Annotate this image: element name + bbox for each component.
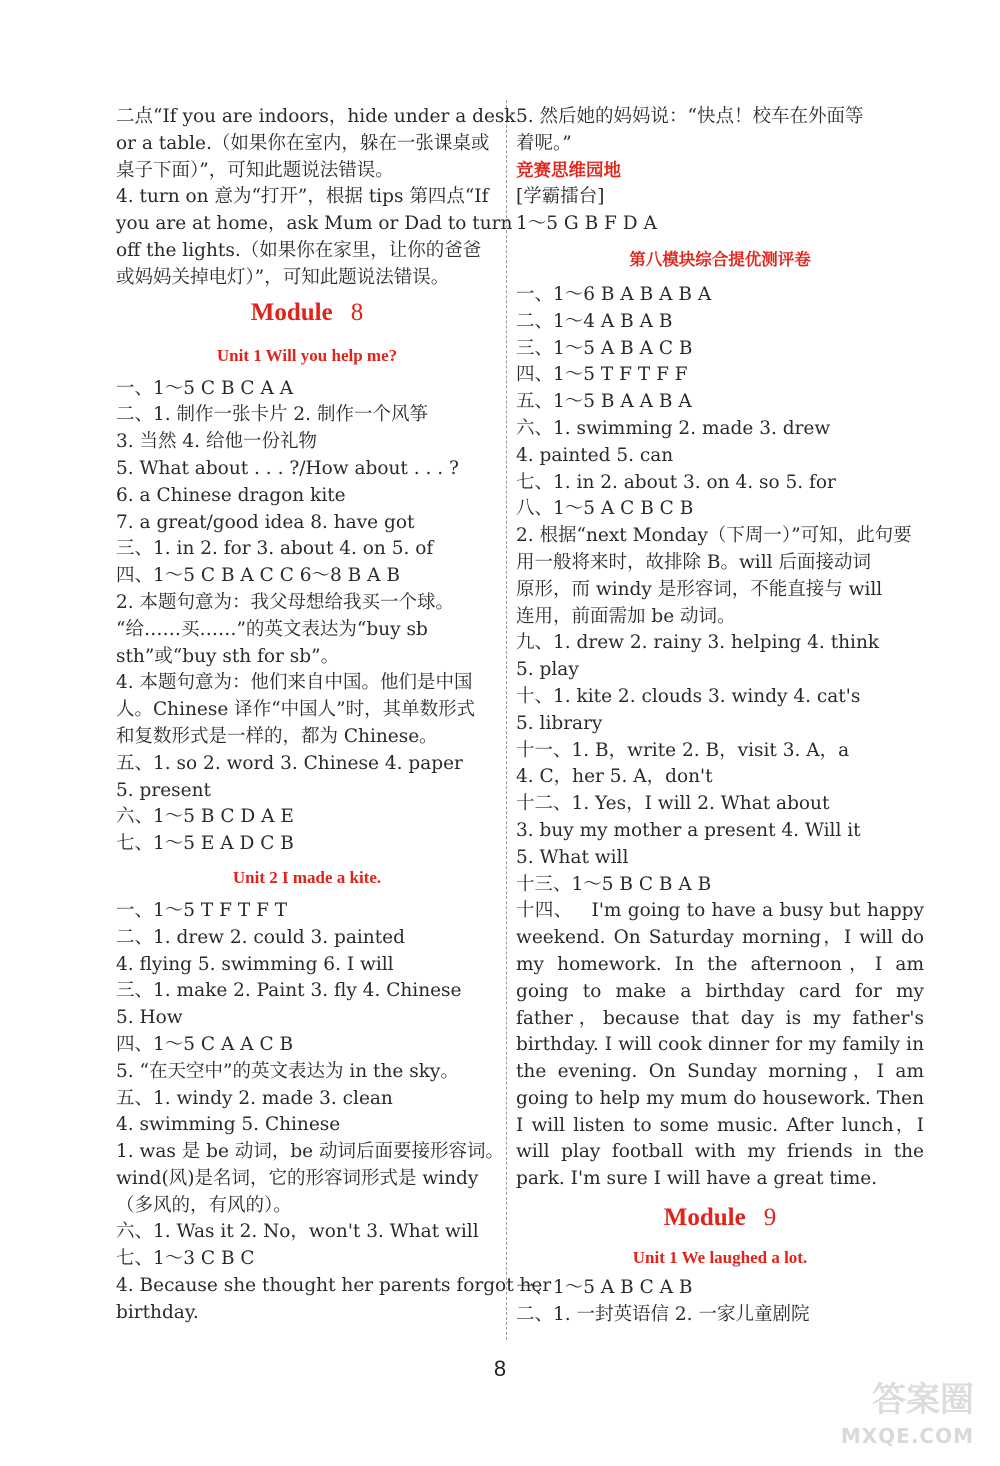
- unit1-answer-line: 和复数形式是一样的，都为 Chinese。: [116, 725, 438, 747]
- unit2-answer-line: 四、1～5 C A A C B: [116, 1033, 294, 1055]
- test-answer-line: 九、1. drew 2. rainy 3. helping 4. think: [516, 632, 880, 654]
- intro-line: 桌子下面）”，可知此题说法错误。: [116, 159, 394, 181]
- module9-answer-line: 二、1. 一封英语信 2. 一家儿童剧院: [516, 1303, 810, 1325]
- unit2-answer-line: 4. swimming 5. Chinese: [116, 1114, 341, 1136]
- module9-unit1-title: Unit 1 We laughed a lot.: [632, 1248, 808, 1268]
- test-answer-line: 四、1～5 T F T F F: [516, 364, 688, 386]
- unit1-answer-line: 5. What about . . . ?/How about . . . ?: [116, 457, 459, 479]
- test-answer-line: 七、1. in 2. about 3. on 4. so 5. for: [516, 471, 836, 493]
- page-number: 8: [493, 1356, 507, 1381]
- module-8-heading: [116, 294, 498, 332]
- unit2-answer-line: 二、1. drew 2. could 3. painted: [116, 926, 405, 948]
- intro-line: 4. turn on 意为“打开”，根据 tips 第四点“If: [116, 186, 489, 208]
- test-answer-line: 十一、1. B，write 2. B，visit 3. A，a: [516, 739, 850, 761]
- unit2-answer-line: wind(风)是名词，它的形容词形式是 windy: [116, 1167, 479, 1189]
- test-answer-line: 2. 根据“next Monday（下周一）”可知，此句要: [516, 525, 912, 547]
- test-answer-line: 十二、1. Yes，I will 2. What about: [516, 793, 830, 815]
- unit1-answer-line: 二、1. 制作一张卡片 2. 制作一个风筝: [116, 404, 428, 426]
- module9-answers: [516, 1275, 924, 1329]
- test-answer-line: 十、1. kite 2. clouds 3. windy 4. cat's: [516, 685, 861, 707]
- test-answer-line: 5. What will: [516, 846, 629, 868]
- module-8-word: Module: [250, 298, 333, 326]
- unit1-answer-line: 三、1. in 2. for 3. about 4. on 5. of: [116, 538, 434, 560]
- unit2-answer-line: 一、1～5 T F T F T: [116, 899, 288, 921]
- right-top-block: [516, 104, 924, 158]
- unit2-answer-line: 5. How: [116, 1007, 183, 1029]
- unit1-title: Unit 1 Will you help me?: [216, 345, 398, 365]
- right-column: [516, 104, 924, 1329]
- contest-answer: 1～5 G B F D A: [516, 213, 657, 235]
- essay-paragraph: [516, 898, 924, 1193]
- module-9-heading: [516, 1199, 924, 1237]
- test-answer-line: 4. painted 5. can: [516, 444, 674, 466]
- module-9-number: 9: [763, 1204, 777, 1232]
- right-top-line: 5. 然后她的妈妈说：“快点！校车在外面等: [516, 106, 864, 127]
- unit2-answer-line: 4. Because she thought her parents forgot her: [116, 1275, 552, 1297]
- intro-line: you are at home，ask Mum or Dad to turn: [116, 213, 513, 235]
- unit1-answer-line: 7. a great/good idea 8. have got: [116, 511, 415, 533]
- right-top-line: 着呢。”: [516, 132, 572, 154]
- essay-label: 十四、: [516, 900, 573, 922]
- test-answer-line: 3. buy my mother a present 4. Will it: [516, 819, 861, 841]
- test-answer-line: 4. C，her 5. A，don't: [516, 766, 713, 788]
- unit2-answer-line: 三、1. make 2. Paint 3. fly 4. Chinese: [116, 980, 462, 1002]
- module-9-word: Module: [663, 1204, 746, 1232]
- test-answer-line: 三、1～5 A B A C B: [516, 337, 693, 359]
- unit2-answer-line: 五、1. windy 2. made 3. clean: [116, 1087, 393, 1109]
- test-answer-line: 八、1～5 A C B C B: [516, 498, 694, 520]
- unit1-answer-line: 一、1～5 C B C A A: [116, 377, 294, 399]
- contest-heading: 竞赛思维园地: [516, 160, 621, 181]
- test-answer-line: 一、1～6 B A B A B A: [516, 283, 712, 305]
- test-answer-line: 5. play: [516, 659, 579, 681]
- contest-sub: [学霸擂台]: [516, 186, 605, 208]
- test-answer-line: 十三、1～5 B C B A B: [516, 873, 712, 895]
- unit1-answer-line: 5. present: [116, 779, 211, 801]
- intro-line: off the lights.（如果你在家里，让你的爸爸: [116, 239, 482, 261]
- unit1-answers: [116, 376, 498, 858]
- module9-answer-line: 一、1～5 A B C A B: [516, 1277, 693, 1299]
- unit1-answer-line: “给……买……”的英文表达为“buy sb: [116, 618, 428, 640]
- column-divider: [506, 100, 507, 1340]
- unit2-answer-line: 六、1. Was it 2. No，won't 3. What will: [116, 1221, 479, 1243]
- left-intro-block: [116, 104, 516, 292]
- test-answer-line: 原形，而 windy 是形容词，不能直接与 will: [516, 578, 883, 600]
- watermark-cn: 答案圈: [872, 1380, 974, 1420]
- unit1-answer-line: 四、1～5 C B A C C 6～8 B A B: [116, 565, 400, 587]
- intro-line: 或妈妈关掉电灯）”，可知此题说法错误。: [116, 266, 450, 288]
- test-answer-line: 连用，前面需加 be 动词。: [516, 605, 736, 627]
- unit1-answer-line: 4. 本题句意为：他们来自中国。他们是中国: [116, 672, 473, 694]
- unit1-answer-line: 2. 本题句意为：我父母想给我买一个球。: [116, 591, 455, 613]
- unit1-answer-line: 七、1～5 E A D C B: [116, 833, 294, 855]
- unit1-answer-line: 3. 当然 4. 给他一份礼物: [116, 431, 317, 453]
- test-title: 第八模块综合提优测评卷: [629, 249, 811, 269]
- unit2-answer-line: 4. flying 5. swimming 6. I will: [116, 953, 394, 975]
- unit2-title: Unit 2 I made a kite.: [232, 867, 382, 887]
- unit1-answer-line: 五、1. so 2. word 3. Chinese 4. paper: [116, 752, 463, 774]
- unit2-answer-line: （多风的，有风的）。: [116, 1194, 292, 1216]
- essay-text: I'm going to have a busy but happy weekend. On Saturday morning，I will do my homework. In the afternoon，I am going to make a birthday card for my father，because that day is my father's birthday. I will cook dinner for my family in the evening. On Sunday morning，I am going to help my mum do housework. Then I will listen to some music. After lunch，I will play football with my friends in the park. I'm sure I will have a great time.: [516, 900, 924, 1190]
- test-answer-line: 六、1. swimming 2. made 3. drew: [516, 417, 831, 439]
- test-answer-line: 二、1～4 A B A B: [516, 310, 673, 332]
- test-answer-line: 用一般将来时，故排除 B。will 后面接动词: [516, 551, 871, 573]
- unit1-answer-line: 六、1～5 B C D A E: [116, 806, 294, 828]
- watermark-logo: [828, 1368, 978, 1448]
- test-answer-line: 五、1～5 B A A B A: [516, 391, 692, 413]
- module-8-number: 8: [350, 298, 364, 326]
- unit1-answer-line: 6. a Chinese dragon kite: [116, 484, 346, 506]
- unit2-answer-line: 5. “在天空中”的英文表达为 in the sky。: [116, 1060, 459, 1082]
- unit2-answer-line: 七、1～3 C B C: [116, 1248, 255, 1270]
- unit2-answer-line: birthday.: [116, 1301, 199, 1323]
- watermark-url: MXQE.COM: [840, 1424, 974, 1448]
- test-answers: [516, 282, 924, 898]
- test-answer-line: 5. library: [516, 712, 603, 734]
- unit1-answer-line: 人。Chinese 译作“中国人”时，其单数形式: [116, 699, 476, 721]
- unit1-answer-line: sth”或“buy sth for sb”。: [116, 645, 340, 667]
- unit2-answer-line: 1. was 是 be 动词，be 动词后面要接形容词。: [116, 1141, 504, 1163]
- intro-line: 二点“If you are indoors，hide under a desk: [116, 106, 516, 127]
- intro-line: or a table.（如果你在室内，躲在一张课桌或: [116, 132, 490, 154]
